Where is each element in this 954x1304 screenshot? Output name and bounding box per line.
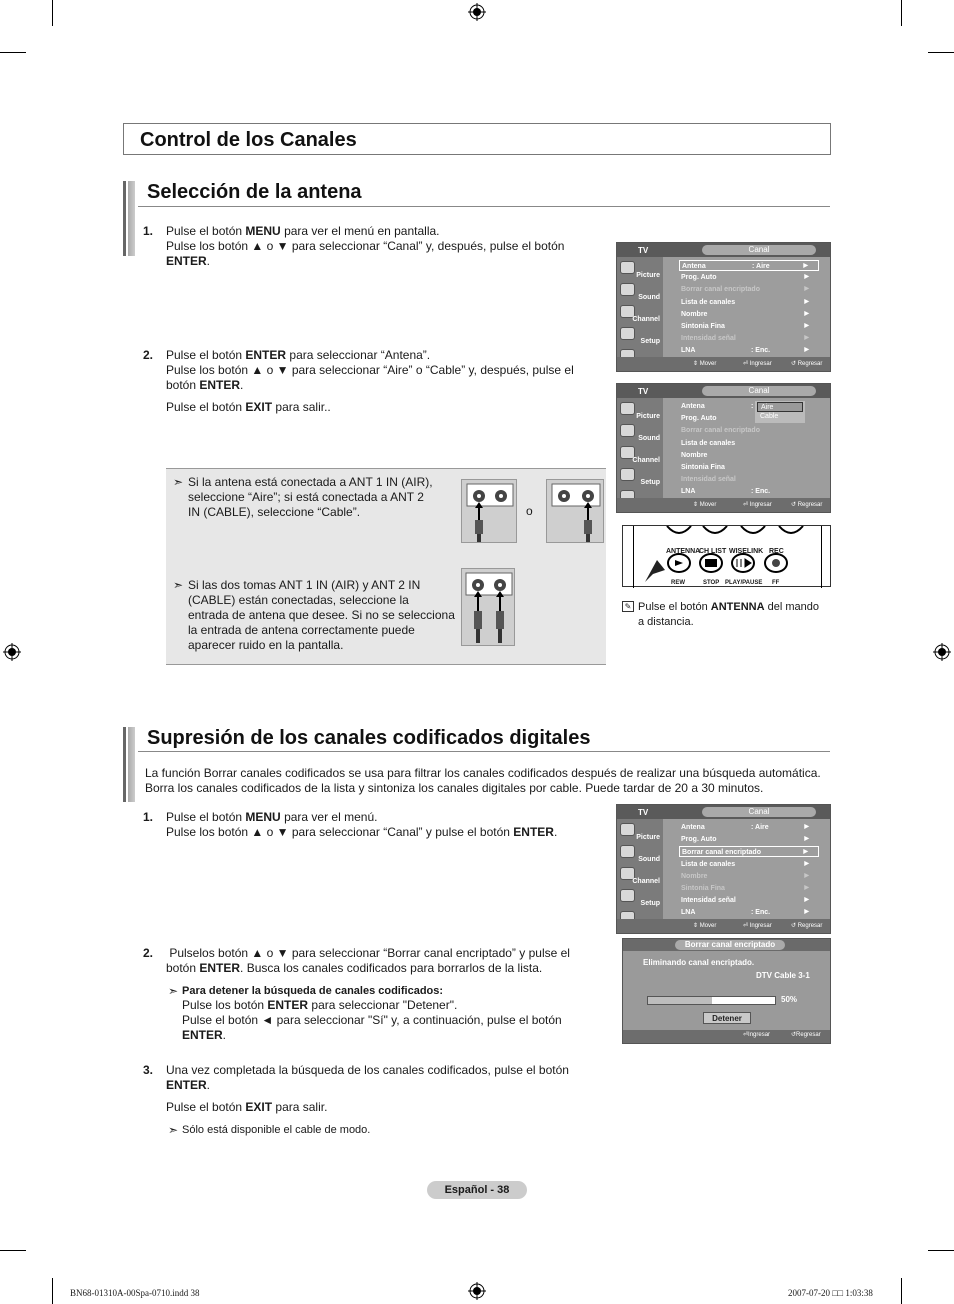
osd-menu-canal: [616, 242, 831, 372]
step-number: 2.: [143, 348, 154, 362]
osd-sidebar-label: Picture: [636, 834, 660, 841]
osd-foot-move: ⇕ Mover: [693, 361, 717, 367]
registration-mark-icon: [3, 643, 21, 661]
osd-menu-canal-borrar: [616, 804, 831, 934]
step-number: 2.: [143, 946, 154, 960]
osd-sidebar-label: Picture: [636, 413, 660, 420]
osd-foot-return: ↺ Regresar: [791, 923, 823, 929]
osd-menu-item[interactable]: Intensidad señal: [681, 476, 736, 484]
step2-line4: Pulse el botón EXIT para salir..: [166, 400, 331, 414]
osd-sidebar-label: Setup: [640, 338, 660, 345]
osd-menu-item[interactable]: Antena : Aire ▶: [681, 824, 809, 831]
note1-or: o: [526, 504, 533, 518]
osd-menu-item[interactable]: Nombre: [681, 451, 708, 459]
osd-sidebar-label: Sound: [638, 856, 660, 863]
osd-sidebar-label: Sound: [638, 294, 660, 301]
page-title-box: [123, 123, 831, 155]
step1-line1: Pulse el botón MENU para ver el menú en pantalla.: [166, 224, 440, 238]
osd-sidebar-item-setup[interactable]: [618, 326, 662, 347]
enter-icon: ⏎: [743, 1032, 749, 1038]
intro-line1: La función Borrar canales codificados se usa para filtrar los canales codificados después de realizar una búsqueda automática.: [145, 766, 821, 780]
remote-label-rew: REW: [671, 580, 685, 586]
osd-sidebar-item-sound[interactable]: [618, 282, 662, 303]
remote-note-line1: Pulse el botón ANTENNA del mando: [638, 601, 819, 613]
registration-mark-icon: [468, 3, 486, 21]
osd-borrar-channel: DTV Cable 3-1: [756, 971, 810, 980]
picture-icon: [620, 402, 635, 415]
remote-label-ff: FF: [772, 580, 780, 586]
registration-mark-icon: [933, 643, 951, 661]
osd-footer: [617, 357, 830, 371]
picture-icon: [620, 823, 635, 836]
sound-icon: [620, 283, 635, 296]
page-title: Control de los Canales: [140, 129, 357, 151]
antenna-connector-air-icon: [461, 479, 517, 543]
osd-sidebar-label: Sound: [638, 435, 660, 442]
setup-icon: [620, 327, 635, 340]
osd-menu-antenna-options: [616, 383, 831, 513]
osd-menu-item[interactable]: Nombre ▶: [681, 310, 809, 318]
osd-menu-item[interactable]: Prog. Auto: [681, 415, 717, 423]
setup-icon: [620, 889, 635, 902]
osd-menu-item[interactable]: Prog. Auto ▶: [681, 274, 809, 282]
page-number: Español - 38: [427, 1181, 527, 1199]
osd-menu-item[interactable]: Antena : Aire ▶: [679, 260, 819, 271]
osd-menu-item[interactable]: Borrar canal encriptado ▶: [681, 286, 809, 294]
osd-canal-label: Canal: [702, 245, 816, 255]
note-arrow-icon: ➣: [168, 1123, 179, 1137]
osd-sidebar-item-setup[interactable]: [618, 888, 662, 909]
s2-step2-line1: Pulselos botón ▲ o ▼ para seleccionar “Borrar canal encriptado” y pulse el: [166, 946, 570, 960]
footer-file: BN68-01310A-00Spa-0710.indd 38: [70, 1288, 200, 1298]
osd-sidebar-item-picture[interactable]: [618, 401, 662, 422]
note-arrow-icon: ➣: [168, 984, 179, 998]
osd-tv-label: TV: [638, 246, 649, 255]
note-arrow-icon: ➣: [173, 578, 184, 592]
remote-label-antenna: ANTENNA: [666, 548, 701, 555]
osd-sidebar-label: Setup: [640, 900, 660, 907]
osd-footer: [617, 919, 830, 933]
osd-menu-item[interactable]: LNA : Enc. ▶: [681, 909, 809, 917]
osd-foot-move: ⇕ Mover: [693, 923, 717, 929]
note-arrow-icon: ➣: [173, 475, 184, 489]
step1-line2: Pulse los botón ▲ o ▼ para seleccionar “Canal” y, después, pulse el botón: [166, 239, 565, 253]
section-title-antenna: Selección de la antena: [147, 181, 362, 203]
section-title-decoding: Supresión de los canales codificados digitales: [147, 727, 591, 749]
s2-step3-line3: Pulse el botón EXIT para salir.: [166, 1100, 328, 1114]
antenna-options-popup: [755, 401, 805, 423]
osd-foot-enter: ⏎ Ingresar: [743, 361, 772, 367]
osd-sidebar: [617, 257, 663, 357]
setup-icon: [620, 468, 635, 481]
osd-foot-enter: ⏎ Ingresar: [743, 502, 772, 508]
note2-line3: entrada de antena que desee. Si no se selecciona: [188, 608, 455, 622]
s2-step3-line1: Una vez completada la búsqueda de los canales codificados, pulse el botón: [166, 1063, 569, 1077]
s2-step3-line2: ENTER.: [166, 1078, 211, 1092]
osd-progress-label: 50%: [781, 995, 798, 1004]
osd-menu-item[interactable]: Intensidad señal ▶: [681, 897, 809, 905]
s2-step2-line2: botón ENTER. Busca los canales codificados para borrarlos de la lista.: [166, 961, 543, 975]
osd-sidebar-label: Channel: [632, 878, 660, 885]
osd-menu-item[interactable]: Antena :: [681, 403, 754, 410]
osd-sidebar-item-picture[interactable]: [618, 822, 662, 843]
osd-menu-item[interactable]: Intensidad señal ▶: [681, 335, 809, 343]
osd-foot-return: ↺Regresar: [791, 1032, 821, 1038]
osd-sidebar-label: Channel: [632, 457, 660, 464]
osd-canal-label: Canal: [702, 807, 816, 817]
antenna-connector-cable-icon: [546, 479, 604, 543]
osd-sidebar-label: Picture: [636, 272, 660, 279]
note2-line1: Si las dos tomas ANT 1 IN (AIR) y ANT 2 IN: [188, 578, 421, 592]
osd-menu-item[interactable]: Lista de canales ▶: [681, 860, 809, 868]
osd-borrar-msg: Eliminando canal encriptado.: [643, 958, 755, 967]
osd-foot-enter: ⏎Ingresar: [743, 1032, 771, 1038]
s2-step1-line1: Pulse el botón MENU para ver el menú.: [166, 810, 378, 824]
step2-line2: Pulse los botón ▲ o ▼ para seleccionar “Aire” o “Cable” y, después, pulse el: [166, 363, 574, 377]
osd-sidebar-item-setup[interactable]: [618, 467, 662, 488]
osd-menu-item[interactable]: Prog. Auto ▶: [681, 836, 809, 844]
sound-icon: [620, 845, 635, 858]
registration-mark-icon: [468, 1282, 486, 1300]
note2-line2: (CABLE) están conectadas, seleccione la: [188, 593, 409, 607]
note2-line4: la entrada de antena correctamente puede: [188, 623, 415, 637]
remote-note-line2: a distancia.: [638, 616, 694, 628]
remote-label-wiselink: WISELINK: [729, 548, 764, 555]
osd-footer: [617, 498, 830, 512]
osd-menu-item[interactable]: Lista de canales ▶: [681, 298, 809, 306]
picture-icon: [620, 261, 635, 274]
osd-menu-item[interactable]: Borrar canal encriptado ▶: [679, 846, 819, 857]
section-rule: [138, 751, 830, 752]
osd-sidebar-item-picture[interactable]: [618, 260, 662, 281]
note1-line1: Si la antena está conectada a ANT 1 IN (AIR),: [188, 475, 433, 489]
stop-line3: ENTER.: [182, 1028, 227, 1042]
remote-label-rec: REC: [769, 548, 784, 555]
antenna-option-aire[interactable]: Aire: [757, 402, 803, 412]
step-number: 1.: [143, 224, 154, 238]
osd-progress-bar: [647, 996, 776, 1005]
section-bar: [123, 181, 135, 256]
osd-sidebar-item-channel[interactable]: [618, 304, 662, 325]
osd-sidebar-label: Channel: [632, 316, 660, 323]
stop-line2: Pulse el botón ◄ para seleccionar "Sí" y, a continuación, pulse el botón: [182, 1013, 562, 1027]
section-bar: [123, 727, 135, 802]
step-number: 1.: [143, 810, 154, 824]
osd-sidebar-item-sound[interactable]: [618, 423, 662, 444]
note1-line2: seleccione “Aire”; si está conectada a ANT 2: [188, 490, 424, 504]
osd-foot-enter: ⏎ Ingresar: [743, 923, 772, 929]
intro-line2: Borra los canales codificados de la lista y sintoniza los canales digitales por cable. Puede tardar de 20 a 30 minutos.: [145, 781, 764, 795]
remote-note-icon: ✎: [622, 601, 634, 612]
detener-button[interactable]: Detener: [703, 1012, 751, 1024]
osd-menu-item[interactable]: Sintonia Fina: [681, 464, 725, 471]
sound-icon: [620, 424, 635, 437]
antenna-connector-both-icon: [461, 568, 515, 646]
remote-label-playpause: PLAY/PAUSE: [725, 580, 763, 586]
osd-menu-item[interactable]: Lista de canales: [681, 439, 736, 447]
osd-progress-fill: [648, 997, 712, 1004]
osd-sidebar-item-sound[interactable]: [618, 844, 662, 865]
antenna-option-cable[interactable]: Cable: [760, 413, 779, 420]
osd-borrar-title: Borrar canal encriptado: [675, 940, 785, 950]
s2-note: Sólo está disponible el cable de modo.: [182, 1124, 371, 1136]
step1-line3: ENTER.: [166, 254, 211, 268]
step2-line1: Pulse el botón ENTER para seleccionar “Antena”.: [166, 348, 431, 362]
osd-menu-item[interactable]: Borrar canal encriptado: [681, 427, 760, 435]
footer-date: 2007-07-20 □□ 1:03:38: [788, 1288, 873, 1298]
osd-sidebar-label: Setup: [640, 479, 660, 486]
osd-foot-move: ⇕ Mover: [693, 502, 717, 508]
note1-line3: IN (CABLE), seleccione “Cable”.: [188, 505, 361, 519]
section-rule: [138, 206, 830, 207]
osd-tv-label: TV: [638, 808, 649, 817]
s2-step1-line2: Pulse los botón ▲ o ▼ para seleccionar “Canal” y pulse el botón ENTER.: [166, 825, 558, 839]
note2-line5: aparecer ruido en la pantalla.: [188, 638, 344, 652]
stop-line1: Pulse los botón ENTER para seleccionar "Detener".: [182, 998, 458, 1012]
osd-menu-item[interactable]: Sintonia Fina ▶: [681, 323, 809, 330]
osd-menu-item[interactable]: LNA : Enc.: [681, 488, 771, 496]
remote-control-image: [622, 525, 831, 587]
return-icon: ↺: [791, 1032, 797, 1038]
remote-label-stop: STOP: [703, 580, 720, 586]
stop-title: Para detener la búsqueda de canales codificados:: [182, 985, 444, 997]
osd-borrar-progress: [622, 938, 831, 1044]
step-number: 3.: [143, 1063, 154, 1077]
osd-canal-label: Canal: [702, 386, 816, 396]
osd-menu-item[interactable]: Nombre ▶: [681, 872, 809, 880]
remote-label-chlist: CH LIST: [699, 548, 727, 555]
osd-menu-item[interactable]: LNA : Enc. ▶: [681, 347, 809, 355]
osd-foot-return: ↺ Regresar: [791, 361, 823, 367]
step2-line3: botón ENTER.: [166, 378, 244, 392]
osd-sidebar-item-channel[interactable]: [618, 445, 662, 466]
osd-sidebar: [617, 819, 663, 919]
osd-sidebar: [617, 398, 663, 498]
osd-menu-item[interactable]: Sintonia Fina ▶: [681, 885, 809, 892]
osd-tv-label: TV: [638, 387, 649, 396]
osd-foot-return: ↺ Regresar: [791, 502, 823, 508]
osd-sidebar-item-channel[interactable]: [618, 866, 662, 887]
